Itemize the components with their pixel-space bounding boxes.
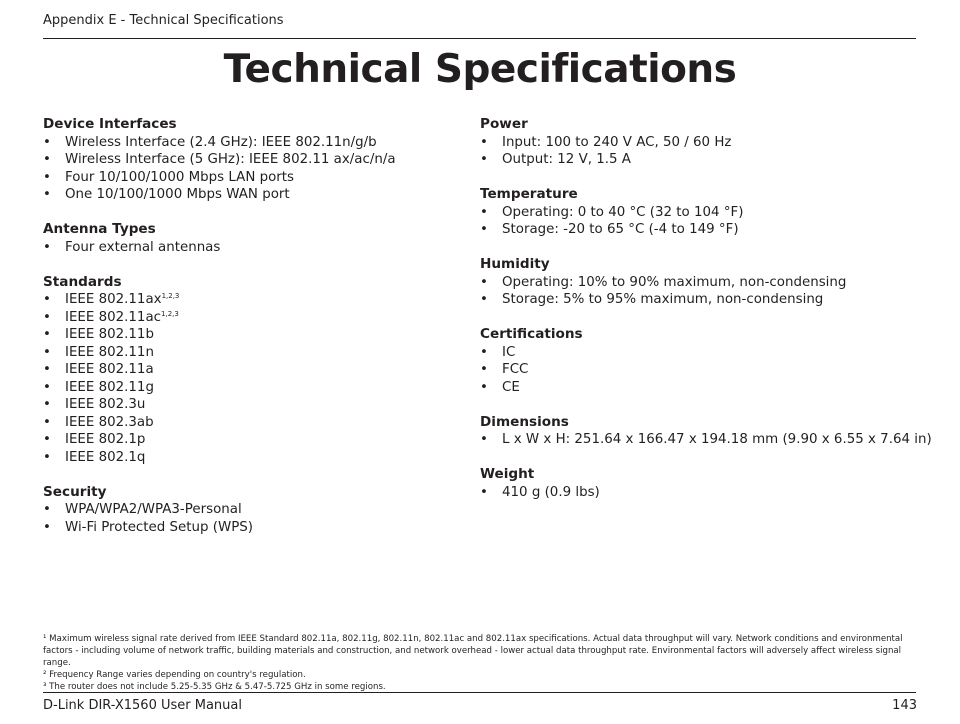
- spec-list: [480, 204, 910, 239]
- spec-item-text: IEEE 802.11g: [65, 379, 154, 395]
- spec-item: [43, 519, 463, 537]
- bullet-icon: •: [43, 292, 51, 307]
- spec-item: [480, 291, 910, 309]
- spec-list: [480, 431, 932, 449]
- footnote-reference: 1,2,3: [161, 309, 179, 318]
- spec-item: [43, 309, 463, 327]
- spec-item-text: IEEE 802.11a: [65, 362, 154, 377]
- bullet-icon: •: [43, 152, 51, 167]
- spec-item: [43, 431, 463, 449]
- section-title: Weight: [480, 466, 535, 482]
- section-title: Standards: [43, 273, 122, 290]
- section-title: Power: [480, 116, 528, 132]
- spec-item-text: Storage: 5% to 95% maximum, non-condensing: [502, 292, 824, 307]
- bullet-icon: •: [43, 414, 51, 430]
- spec-item: [480, 204, 910, 222]
- spec-section-certifications: [480, 326, 910, 396]
- spec-item-text: WPA/WPA2/WPA3-Personal: [65, 502, 242, 517]
- spec-item: [480, 431, 932, 449]
- spec-item-text: Output: 12 V, 1.5 A: [502, 152, 631, 167]
- bullet-icon: •: [43, 344, 51, 360]
- spec-item-text: Four 10/100/1000 Mbps LAN ports: [65, 169, 295, 185]
- spec-section-device-interfaces: [43, 116, 463, 204]
- spec-list: [480, 344, 910, 397]
- spec-item: [480, 484, 910, 502]
- footer-divider: [43, 692, 916, 693]
- spec-section-humidity: [480, 256, 910, 309]
- spec-item: [43, 449, 463, 467]
- bullet-icon: •: [480, 484, 488, 500]
- bullet-icon: •: [43, 134, 51, 150]
- bullet-icon: •: [480, 379, 488, 395]
- spec-item: [480, 134, 910, 152]
- spec-item-text: One 10/100/1000 Mbps WAN port: [65, 187, 290, 202]
- footer-page-number: 143: [892, 698, 917, 713]
- spec-list: [43, 134, 463, 204]
- spec-item: [43, 361, 463, 379]
- spec-item: [480, 274, 910, 292]
- bullet-icon: •: [480, 362, 488, 377]
- bullet-icon: •: [480, 222, 488, 237]
- spec-item: [43, 501, 463, 519]
- bullet-icon: •: [43, 397, 51, 412]
- page-title: Technical Specifications: [223, 47, 737, 92]
- bullet-icon: •: [480, 274, 488, 290]
- bullet-icon: •: [43, 519, 51, 535]
- left-column: [43, 116, 463, 554]
- spec-item: [43, 396, 463, 414]
- right-column: [480, 116, 932, 519]
- spec-item-text: IEEE 802.11b: [65, 327, 154, 342]
- spec-item-text: Input: 100 to 240 V AC, 50 / 60 Hz: [502, 134, 732, 150]
- bullet-icon: •: [43, 187, 51, 202]
- spec-item-text: IEEE 802.3ab: [65, 414, 154, 430]
- spec-item: [43, 186, 463, 204]
- bullet-icon: •: [480, 204, 488, 220]
- section-title: Antenna Types: [43, 221, 156, 237]
- bullet-icon: •: [43, 169, 51, 185]
- bullet-icon: •: [480, 292, 488, 307]
- footnote-reference: 1,2,3: [161, 292, 180, 300]
- spec-item: [43, 379, 463, 397]
- bullet-icon: •: [43, 449, 51, 465]
- bullet-icon: •: [480, 134, 488, 150]
- spec-item-text: IEEE 802.1q: [65, 449, 146, 465]
- spec-section-dimensions: [480, 413, 932, 449]
- spec-list: [43, 501, 463, 536]
- spec-item: [480, 151, 910, 169]
- spec-item-text: IEEE 802.11ax: [65, 292, 162, 307]
- spec-section-security: [43, 484, 463, 537]
- spec-item: [43, 344, 463, 362]
- spec-item: [43, 239, 463, 257]
- footer-manual-title: D-Link DIR-X1560 User Manual: [43, 698, 242, 713]
- bullet-icon: •: [480, 152, 488, 167]
- spec-list: [480, 484, 910, 502]
- spec-item: [43, 414, 463, 432]
- footnote: ³ The router does not include 5.25-5.35 GHz & 5.47-5.725 GHz in some regions.: [43, 682, 386, 692]
- bullet-icon: •: [43, 502, 51, 517]
- spec-item-text: IC: [502, 344, 516, 360]
- spec-section-antenna-types: [43, 221, 463, 256]
- section-title: Temperature: [480, 186, 578, 202]
- spec-item-text: IEEE 802.1p: [65, 432, 146, 447]
- spec-item-text: 410 g (0.9 lbs): [502, 484, 600, 500]
- spec-item-text: CE: [502, 379, 520, 395]
- spec-item: [480, 361, 910, 379]
- spec-item-text: L x W x H: 251.64 x 166.47 x 194.18 mm (9.90 x 6.55 x 7.64 in): [502, 432, 932, 447]
- spec-item: [43, 291, 463, 309]
- spec-item: [480, 344, 910, 362]
- spec-item-text: FCC: [502, 362, 529, 377]
- section-title: Humidity: [480, 256, 550, 272]
- spec-item: [480, 221, 910, 239]
- spec-item-text: IEEE 802.11n: [65, 344, 154, 360]
- spec-item-text: Four external antennas: [65, 239, 221, 255]
- header-divider: [43, 38, 916, 39]
- spec-item-text: Storage: -20 to 65 °C (-4 to 149 °F): [502, 222, 739, 237]
- spec-section-temperature: [480, 186, 910, 239]
- spec-item: [480, 379, 910, 397]
- spec-section-power: [480, 116, 910, 169]
- bullet-icon: •: [43, 432, 51, 447]
- bullet-icon: •: [43, 379, 51, 395]
- bullet-icon: •: [480, 432, 488, 447]
- spec-item-text: Operating: 10% to 90% maximum, non-condensing: [502, 274, 847, 290]
- spec-list: [43, 239, 463, 257]
- spec-item: [43, 134, 463, 152]
- spec-item: [43, 151, 463, 169]
- bullet-icon: •: [480, 344, 488, 360]
- footnotes: [43, 633, 923, 693]
- spec-item-text: Wireless Interface (5 GHz): IEEE 802.11 ax/ac/n/a: [65, 152, 396, 167]
- footnote: ¹ Maximum wireless signal rate derived from IEEE Standard 802.11a, 802.11g, 802.11n, 802.11ac and 802.11ax specifications. Actual data throughput will vary. Network conditions and environmental factors - including volume of network traffic, building materials and construction, and network overhead - lower actual data throughput rate. Environmental factors will adversely affect wireless signal range.: [43, 634, 903, 668]
- spec-section-standards: [43, 274, 463, 467]
- section-title: Security: [43, 483, 107, 500]
- spec-item-text: IEEE 802.3u: [65, 397, 146, 412]
- bullet-icon: •: [43, 362, 51, 377]
- spec-section-weight: [480, 466, 910, 501]
- section-title: Dimensions: [480, 413, 569, 430]
- spec-item-text: Wireless Interface (2.4 GHz): IEEE 802.11n/g/b: [65, 134, 377, 150]
- spec-item-text: Operating: 0 to 40 °C (32 to 104 °F): [502, 204, 744, 220]
- section-title: Device Interfaces: [43, 116, 177, 132]
- header-title: Appendix E - Technical Specifications: [43, 13, 284, 28]
- bullet-icon: •: [43, 239, 51, 255]
- spec-item: [43, 326, 463, 344]
- bullet-icon: •: [43, 327, 51, 342]
- spec-item-text: Wi-Fi Protected Setup (WPS): [65, 519, 254, 535]
- section-title: Certifications: [480, 326, 583, 342]
- spec-list: [480, 274, 910, 309]
- spec-list: [480, 134, 910, 169]
- spec-item: [43, 169, 463, 187]
- bullet-icon: •: [43, 309, 51, 325]
- footnote: ² Frequency Range varies depending on country's regulation.: [43, 670, 306, 680]
- spec-list: [43, 291, 463, 466]
- spec-item-text: IEEE 802.11ac: [65, 309, 162, 325]
